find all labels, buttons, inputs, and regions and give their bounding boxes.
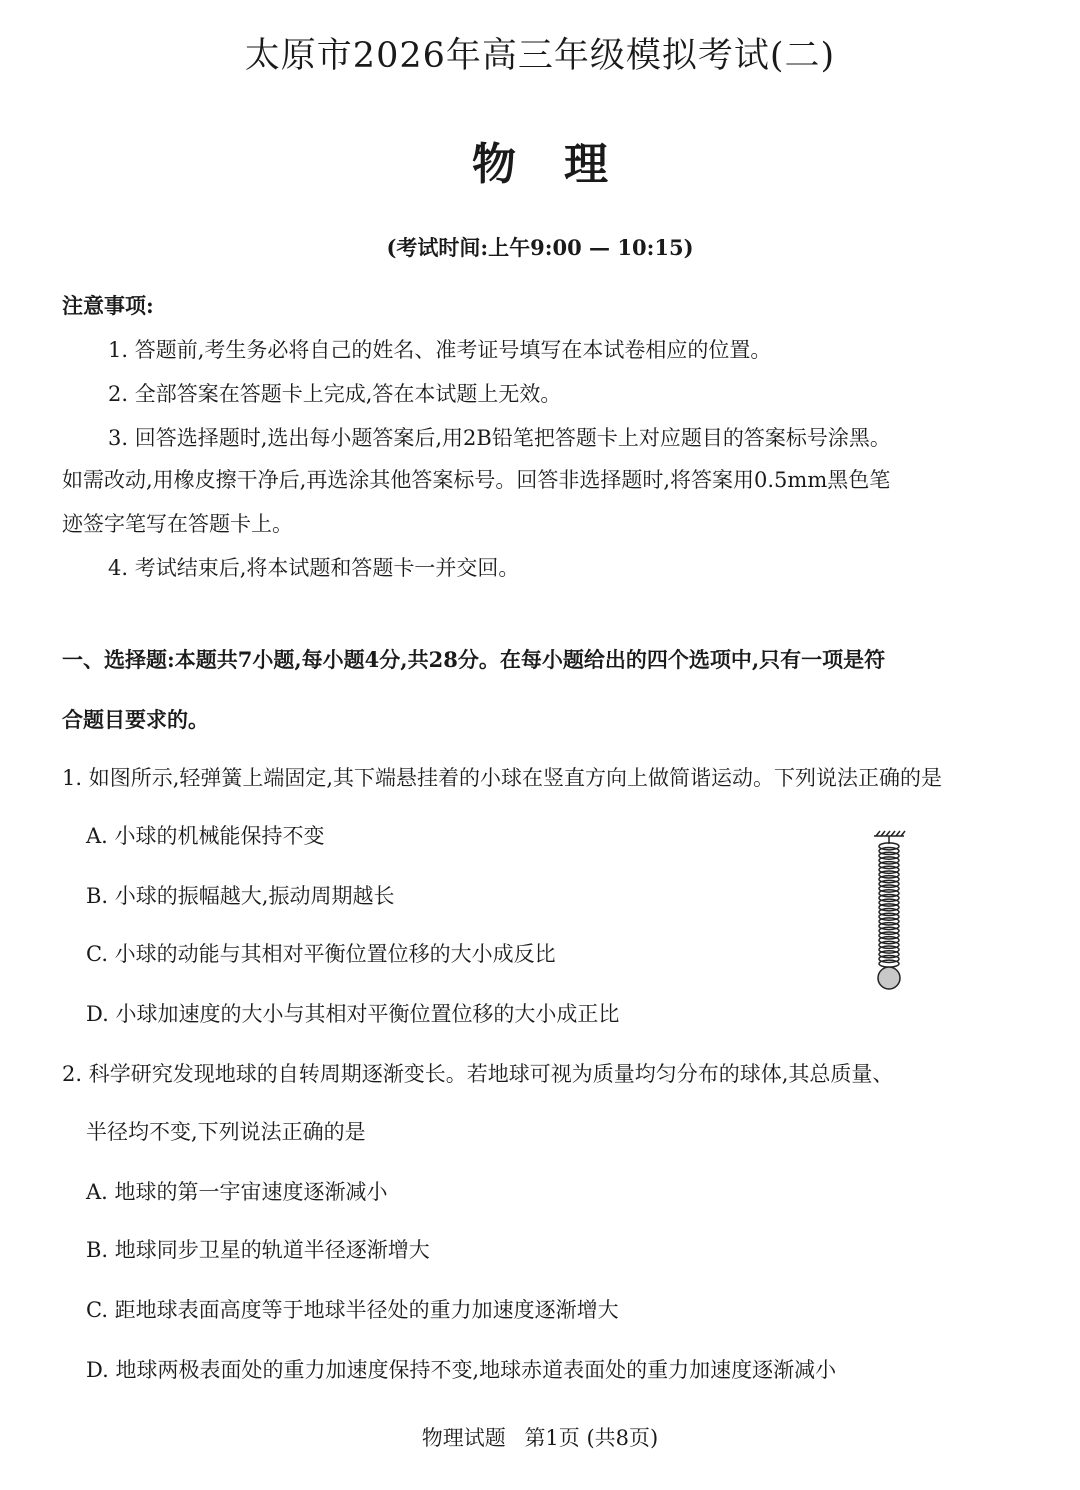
subject-title: 物理 <box>472 139 656 190</box>
question-2-option-c: C. 距地球表面高度等于地球半径处的重力加速度逐渐增大 <box>86 1298 619 1322</box>
question-1-option-b: B. 小球的振幅越大,振动周期越长 <box>86 884 395 908</box>
notice-item: 1. 答题前,考生务必将自己的姓名、准考证号填写在本试卷相应的位置。 <box>108 338 772 362</box>
exam-title: 太原市2026年高三年级模拟考试(二) <box>244 36 836 76</box>
notice-item: 3. 回答选择题时,选出每小题答案后,用2B铅笔把答题卡上对应题目的答案标号涂黑。 <box>108 426 891 450</box>
question-2-option-d: D. 地球两极表面处的重力加速度保持不变,地球赤道表面处的重力加速度逐渐减小 <box>86 1358 837 1382</box>
question-2-stem-continued: 半径均不变,下列说法正确的是 <box>86 1120 366 1144</box>
notice-item-continued: 如需改动,用橡皮擦干净后,再选涂其他答案标号。回答非选择题时,将答案用0.5mm黑色笔 <box>62 468 891 492</box>
footer-page-number: 第1页 (共8页) <box>524 1426 659 1450</box>
footer-subject: 物理试题 <box>421 1426 506 1450</box>
question-2-stem: 2. 科学研究发现地球的自转周期逐渐变长。若地球可视为质量均匀分布的球体,其总质量、 <box>62 1062 894 1086</box>
spring-ball-figure <box>860 828 920 998</box>
notice-item-continued: 迹签字笔写在答题卡上。 <box>62 512 293 536</box>
notice-title: 注意事项: <box>62 293 154 318</box>
page-footer <box>0 1422 1080 1452</box>
question-2-option-a: A. 地球的第一宇宙速度逐渐减小 <box>86 1180 388 1204</box>
question-1-stem: 1. 如图所示,轻弹簧上端固定,其下端悬挂着的小球在竖直方向上做简谐运动。下列说法正确的是 <box>62 766 943 790</box>
notice-item: 4. 考试结束后,将本试题和答题卡一并交回。 <box>108 556 520 580</box>
ceiling-support <box>874 831 905 836</box>
exam-time: (考试时间:上午9:00 — 10:15) <box>386 235 694 260</box>
question-1-option-d: D. 小球加速度的大小与其相对平衡位置位移的大小成正比 <box>86 1002 620 1026</box>
ball <box>878 967 900 989</box>
question-1-option-a: A. 小球的机械能保持不变 <box>86 824 325 848</box>
question-2-option-b: B. 地球同步卫星的轨道半径逐渐增大 <box>86 1238 430 1262</box>
section-heading-continued: 合题目要求的。 <box>62 707 209 732</box>
section-heading: 一、选择题:本题共7小题,每小题4分,共28分。在每小题给出的四个选项中,只有一项是符 <box>62 647 886 672</box>
question-1-option-c: C. 小球的动能与其相对平衡位置位移的大小成反比 <box>86 942 556 966</box>
spring-coil <box>879 843 899 967</box>
notice-item: 2. 全部答案在答题卡上完成,答在本试题上无效。 <box>108 382 562 406</box>
spring-loop <box>879 960 899 967</box>
